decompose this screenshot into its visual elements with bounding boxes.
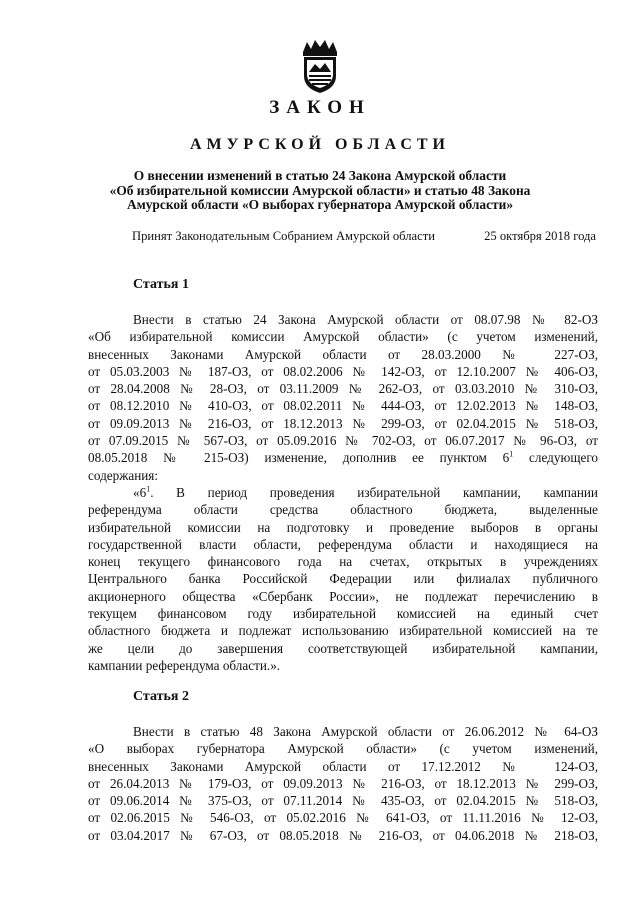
coat-of-arms-emblem xyxy=(297,38,343,94)
text-line: от 07.09.2015 № 567-ОЗ, от 05.09.2016 № 702-ОЗ, от 06.07.2017 № 96-ОЗ, от xyxy=(88,433,598,449)
article-2-paragraph xyxy=(88,723,598,844)
text-line: «Об избирательной комиссии Амурской области» (с учетом изменений, xyxy=(88,329,598,345)
text-line: от 08.12.2010 № 410-ОЗ, от 08.02.2011 № 444-ОЗ, от 12.02.2013 № 148-ОЗ, xyxy=(88,398,598,414)
text-line: областного бюджета и подлежат использованию избирательной комиссией на те xyxy=(88,623,598,639)
text-line: акционерного общества «Сбербанк России», не подлежат перечислению в xyxy=(88,588,598,604)
text-line: Внести в статью 24 Закона Амурской области от 08.07.98 № 82-ОЗ xyxy=(133,312,598,327)
text-line: от 02.06.2015 № 546-ОЗ, от 05.02.2016 № 641-ОЗ, от 11.11.2016 № 12-ОЗ, xyxy=(88,810,598,826)
text-fragment: . В период проведения избирательной кампании, кампании xyxy=(150,484,598,500)
text-fragment: «6 xyxy=(133,484,147,500)
superscript: 1 xyxy=(509,449,514,459)
text-line: от 03.04.2017 № 67-ОЗ, от 08.05.2018 № 216-ОЗ, от 04.06.2018 № 218-ОЗ, xyxy=(88,827,598,843)
text-fragment: следующего xyxy=(513,450,598,466)
subject-line: О внесении изменений в статью 24 Закона Амурской области xyxy=(133,168,507,183)
text-line: внесенных Законами Амурской области от 17.12.2012 № 124-ОЗ, xyxy=(88,758,598,774)
text-line: от 05.03.2003 № 187-ОЗ, от 08.02.2006 № 142-ОЗ, от 12.10.2007 № 406-ОЗ, xyxy=(88,363,598,379)
text-line: кампании референдума области.». xyxy=(88,657,281,673)
text-line: «О выборах губернатора Амурской области» (с учетом изменений, xyxy=(88,741,598,757)
superscript: 1 xyxy=(146,484,151,494)
subject-line: Амурской области «О выборах губернатора Амурской области» xyxy=(126,197,514,212)
law-subject xyxy=(70,169,570,213)
adoption-statement: Принят Законодательным Собранием Амурской области xyxy=(132,229,435,243)
article-2-heading: Статья 2 xyxy=(133,689,189,704)
text-fragment: 08.05.2018 № 215-ОЗ) изменение, дополнив ее пунктом 6 xyxy=(88,450,510,466)
text-line: Внести в статью 48 Закона Амурской области от 26.06.2012 № 64-ОЗ xyxy=(133,724,598,739)
text-line: текущем финансовом году избирательной комиссией на единый счет xyxy=(88,606,598,622)
subject-line: «Об избирательной комиссии Амурской области» и статью 48 Закона xyxy=(109,182,531,198)
article-1-heading: Статья 1 xyxy=(133,277,189,292)
text-line: от 09.06.2014 № 375-ОЗ, от 07.11.2014 № 435-ОЗ, от 02.04.2015 № 518-ОЗ, xyxy=(88,793,598,809)
text-line xyxy=(88,449,598,466)
text-line: от 09.09.2013 № 216-ОЗ, от 18.12.2013 № 299-ОЗ, от 02.04.2015 № 518-ОЗ, xyxy=(88,415,598,431)
text-line: избирательной комиссии на подготовку и проведение выборов в органы xyxy=(88,519,598,535)
text-line: Центрального банка Российской Федерации или филиалах публичного xyxy=(88,571,598,587)
text-line xyxy=(88,484,598,501)
text-line: же цели до завершения соответствующей избирательной кампании, xyxy=(88,640,598,656)
text-line: внесенных Законами Амурской области от 28.03.2000 № 227-ОЗ, xyxy=(88,346,598,362)
article-1-paragraph xyxy=(88,311,598,674)
text-line: государственной власти области, референдума области и находящиеся на xyxy=(88,536,598,552)
text-line: конец текущего финансового года на счетах, открытых в учреждениях xyxy=(88,554,598,570)
law-title: ЗАКОН xyxy=(269,97,371,118)
text-line: от 28.04.2008 № 28-ОЗ, от 03.11.2009 № 262-ОЗ, от 03.03.2010 № 310-ОЗ, xyxy=(88,381,598,397)
text-line: референдума области средства областного бюджета, выделенные xyxy=(88,502,598,518)
text-line: содержания: xyxy=(88,467,159,483)
region-title: АМУРСКОЙ ОБЛАСТИ xyxy=(190,136,450,153)
text-line: от 26.04.2013 № 179-ОЗ, от 09.09.2013 № 216-ОЗ, от 18.12.2013 № 299-ОЗ, xyxy=(88,775,598,791)
adoption-date: 25 октября 2018 года xyxy=(484,229,596,243)
